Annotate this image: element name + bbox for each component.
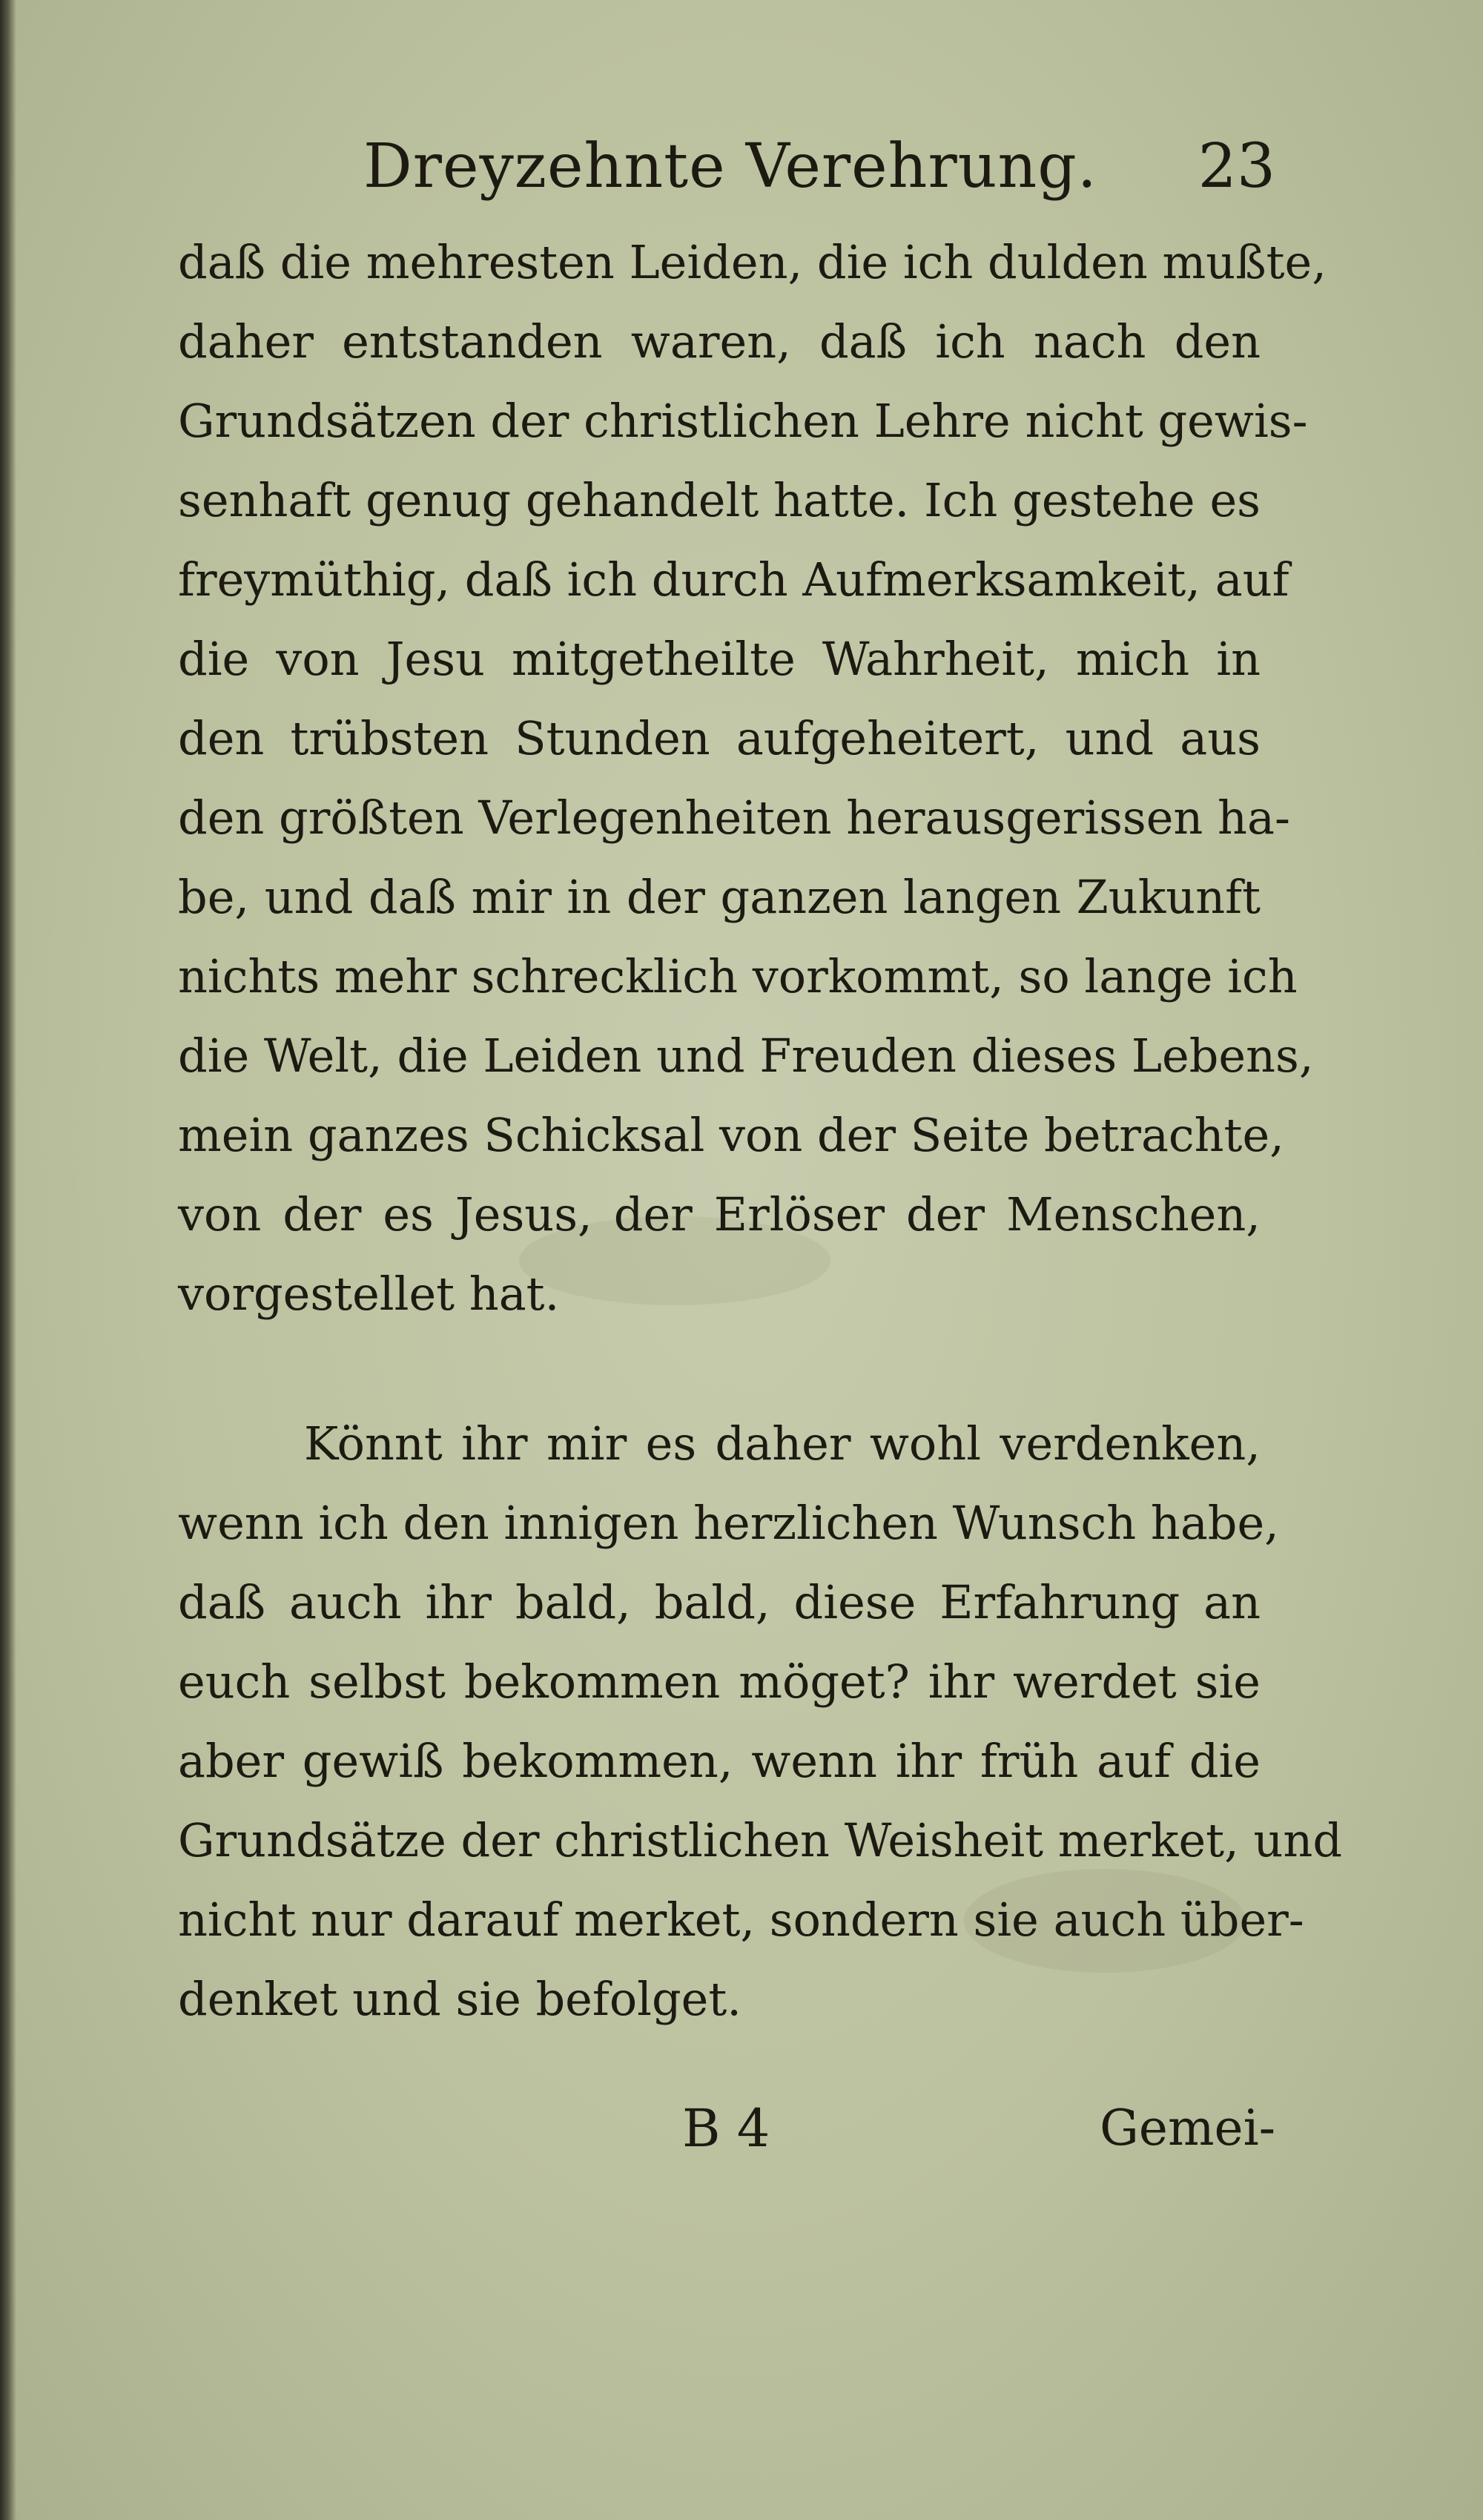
text-line: daher entstanden waren, daß ich nach den (178, 314, 1261, 369)
page-edge-shadow (0, 0, 16, 2520)
text-line: nichts mehr schrecklich vorkommt, so lange ich (178, 949, 1298, 1003)
page-header (363, 126, 1275, 208)
text-line: freymüthig, daß ich durch Aufmerksamkeit, auf (178, 553, 1289, 607)
text-line: Könnt ihr mir es daher wohl verdenken, (304, 1416, 1261, 1471)
paragraph-2 (178, 1404, 1343, 2039)
body-text (178, 222, 1343, 2039)
catchword: Gemei- (1100, 2100, 1275, 2157)
text-line: Grundsätze der christlichen Weisheit merket, und (178, 1813, 1343, 1867)
text-line: senhaft genug gehandelt hatte. Ich gestehe es (178, 473, 1261, 527)
text-line: mein ganzes Schicksal von der Seite betrachte, (178, 1108, 1284, 1162)
paragraph-1 (178, 222, 1327, 1333)
running-title: Dreyzehnte Verehrung. (363, 131, 1097, 202)
text-line: euch selbst bekommen möget? ihr werdet sie (178, 1655, 1261, 1709)
text-line: aber gewiß bekommen, wenn ihr früh auf die (178, 1734, 1261, 1788)
text-line: vorgestellet hat. (178, 1267, 560, 1321)
text-line: wenn ich den innigen herzlichen Wunsch habe, (178, 1496, 1279, 1550)
text-line: Grundsätzen der christlichen Lehre nicht gewis- (178, 394, 1308, 448)
text-line: be, und daß mir in der ganzen langen Zukunft (178, 870, 1261, 924)
text-line: daß auch ihr bald, bald, diese Erfahrung an (178, 1575, 1261, 1629)
text-line: nicht nur darauf merket, sondern sie auch über- (178, 1893, 1304, 1947)
signature-mark: B 4 (682, 2098, 770, 2159)
text-line: den größten Verlegenheiten herausgerissen ha- (178, 791, 1290, 845)
text-line: die von Jesu mitgetheilte Wahrheit, mich in (178, 632, 1261, 686)
page-footer (682, 2088, 1275, 2169)
text-line: denket und sie befolget. (178, 1972, 742, 2026)
text-line: von der es Jesus, der Erlöser der Menschen, (178, 1187, 1261, 1241)
text-line: den trübsten Stunden aufgeheitert, und aus (178, 711, 1261, 765)
text-line: die Welt, die Leiden und Freuden dieses Lebens, (178, 1029, 1314, 1083)
page-number: 23 (1198, 131, 1275, 202)
text-line: daß die mehresten Leiden, die ich dulden mußte, (178, 235, 1327, 289)
paragraph-gap (178, 1333, 1261, 1404)
